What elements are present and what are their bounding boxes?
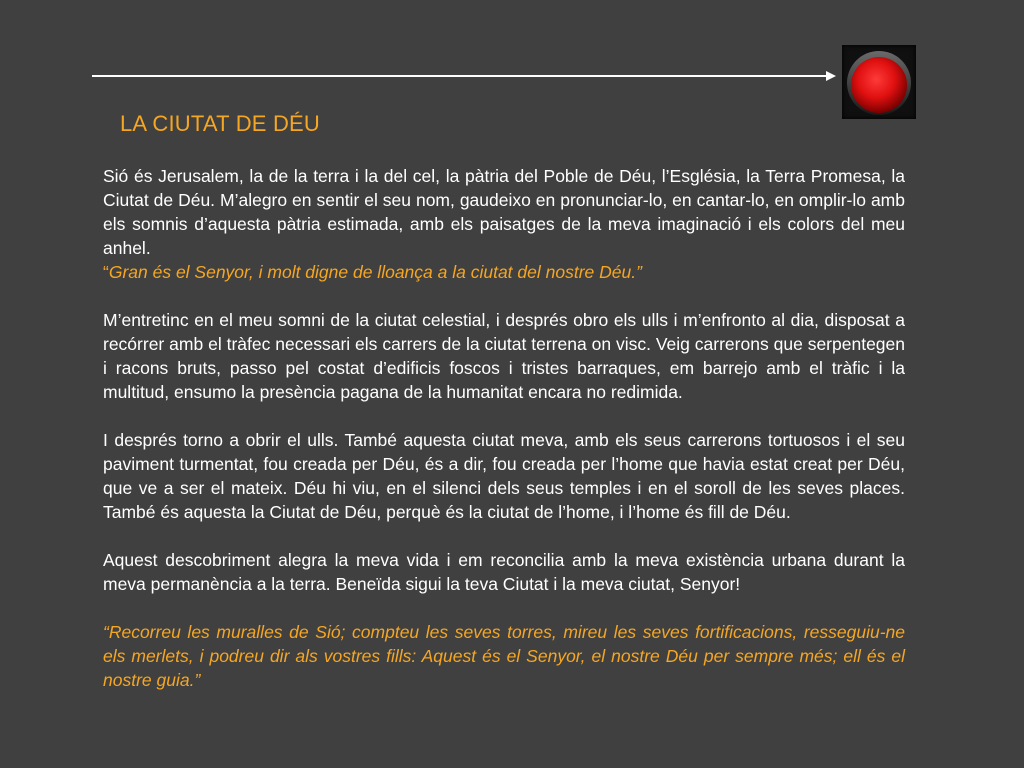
spacer: [103, 596, 905, 620]
red-circle-button-graphic: [842, 45, 916, 119]
quote-1-open-mark: “: [103, 262, 109, 282]
paragraph-2: M’entretinc en el meu somni de la ciutat celestial, i després obro els ulls i m’enfronto al dia, disposat a recórrer amb el tràfec necessari els carrers de la ciutat terrena on visc. Veig carrerons que serpentegen i racons bruts, passo pel costat d’edificis foscos i tristes barraques, em barrejo amb el tràfic i la multitud, ensumo la presència pagana de la humanitat encara no redimida.: [103, 310, 905, 402]
arrow-right-icon: [826, 71, 836, 81]
quote-1: [103, 260, 905, 284]
arrow-line: [92, 75, 828, 77]
slide-title: LA CIUTAT DE DÉU: [120, 111, 321, 136]
spacer: [103, 524, 905, 548]
paragraph-4: Aquest descobriment alegra la meva vida i em reconcilia amb la meva existència urbana durant la meva permanència a la terra. Beneïda sigui la teva Ciutat i la meva ciutat, Senyor!: [103, 550, 905, 594]
spacer: [103, 284, 905, 308]
quote-2: “Recorreu les muralles de Sió; compteu les seves torres, mireu les seves fortificacions, resseguiu-ne els merlets, i podreu dir als vostres fills: Aquest és el Senyor, el nostre Déu per sempre més; ell és el nostre guia.”: [103, 622, 905, 690]
quote-1-text: Gran és el Senyor, i molt digne de lloança a la ciutat del nostre Déu.”: [108, 262, 642, 282]
red-circle-button-icon[interactable]: [842, 45, 916, 119]
spacer: [103, 404, 905, 428]
paragraph-3: I després torno a obrir el ulls. També aquesta ciutat meva, amb els seus carrerons tortuosos i el seu paviment turmentat, fou creada per Déu, és a dir, fou creada per l’home que havia estat creat per Déu, que ve a ser el mateix. Déu hi viu, en el silenci dels seus temples i en el soroll de les seves places. També és aquesta la Ciutat de Déu, perquè és la ciutat de l’home, i l’home és fill de Déu.: [103, 430, 905, 522]
slide-body: [103, 164, 905, 692]
paragraph-1: Sió és Jerusalem, la de la terra i la del cel, la pàtria del Poble de Déu, l’Església, la Terra Promesa, la Ciutat de Déu. M’alegro en sentir el seu nom, gaudeixo en pronunciar-lo, en cantar-lo, en omplir-lo amb els somnis d’aquesta pàtria estimada, amb els paisatges de la meva imaginació i els colors del meu anhel.: [103, 166, 905, 258]
